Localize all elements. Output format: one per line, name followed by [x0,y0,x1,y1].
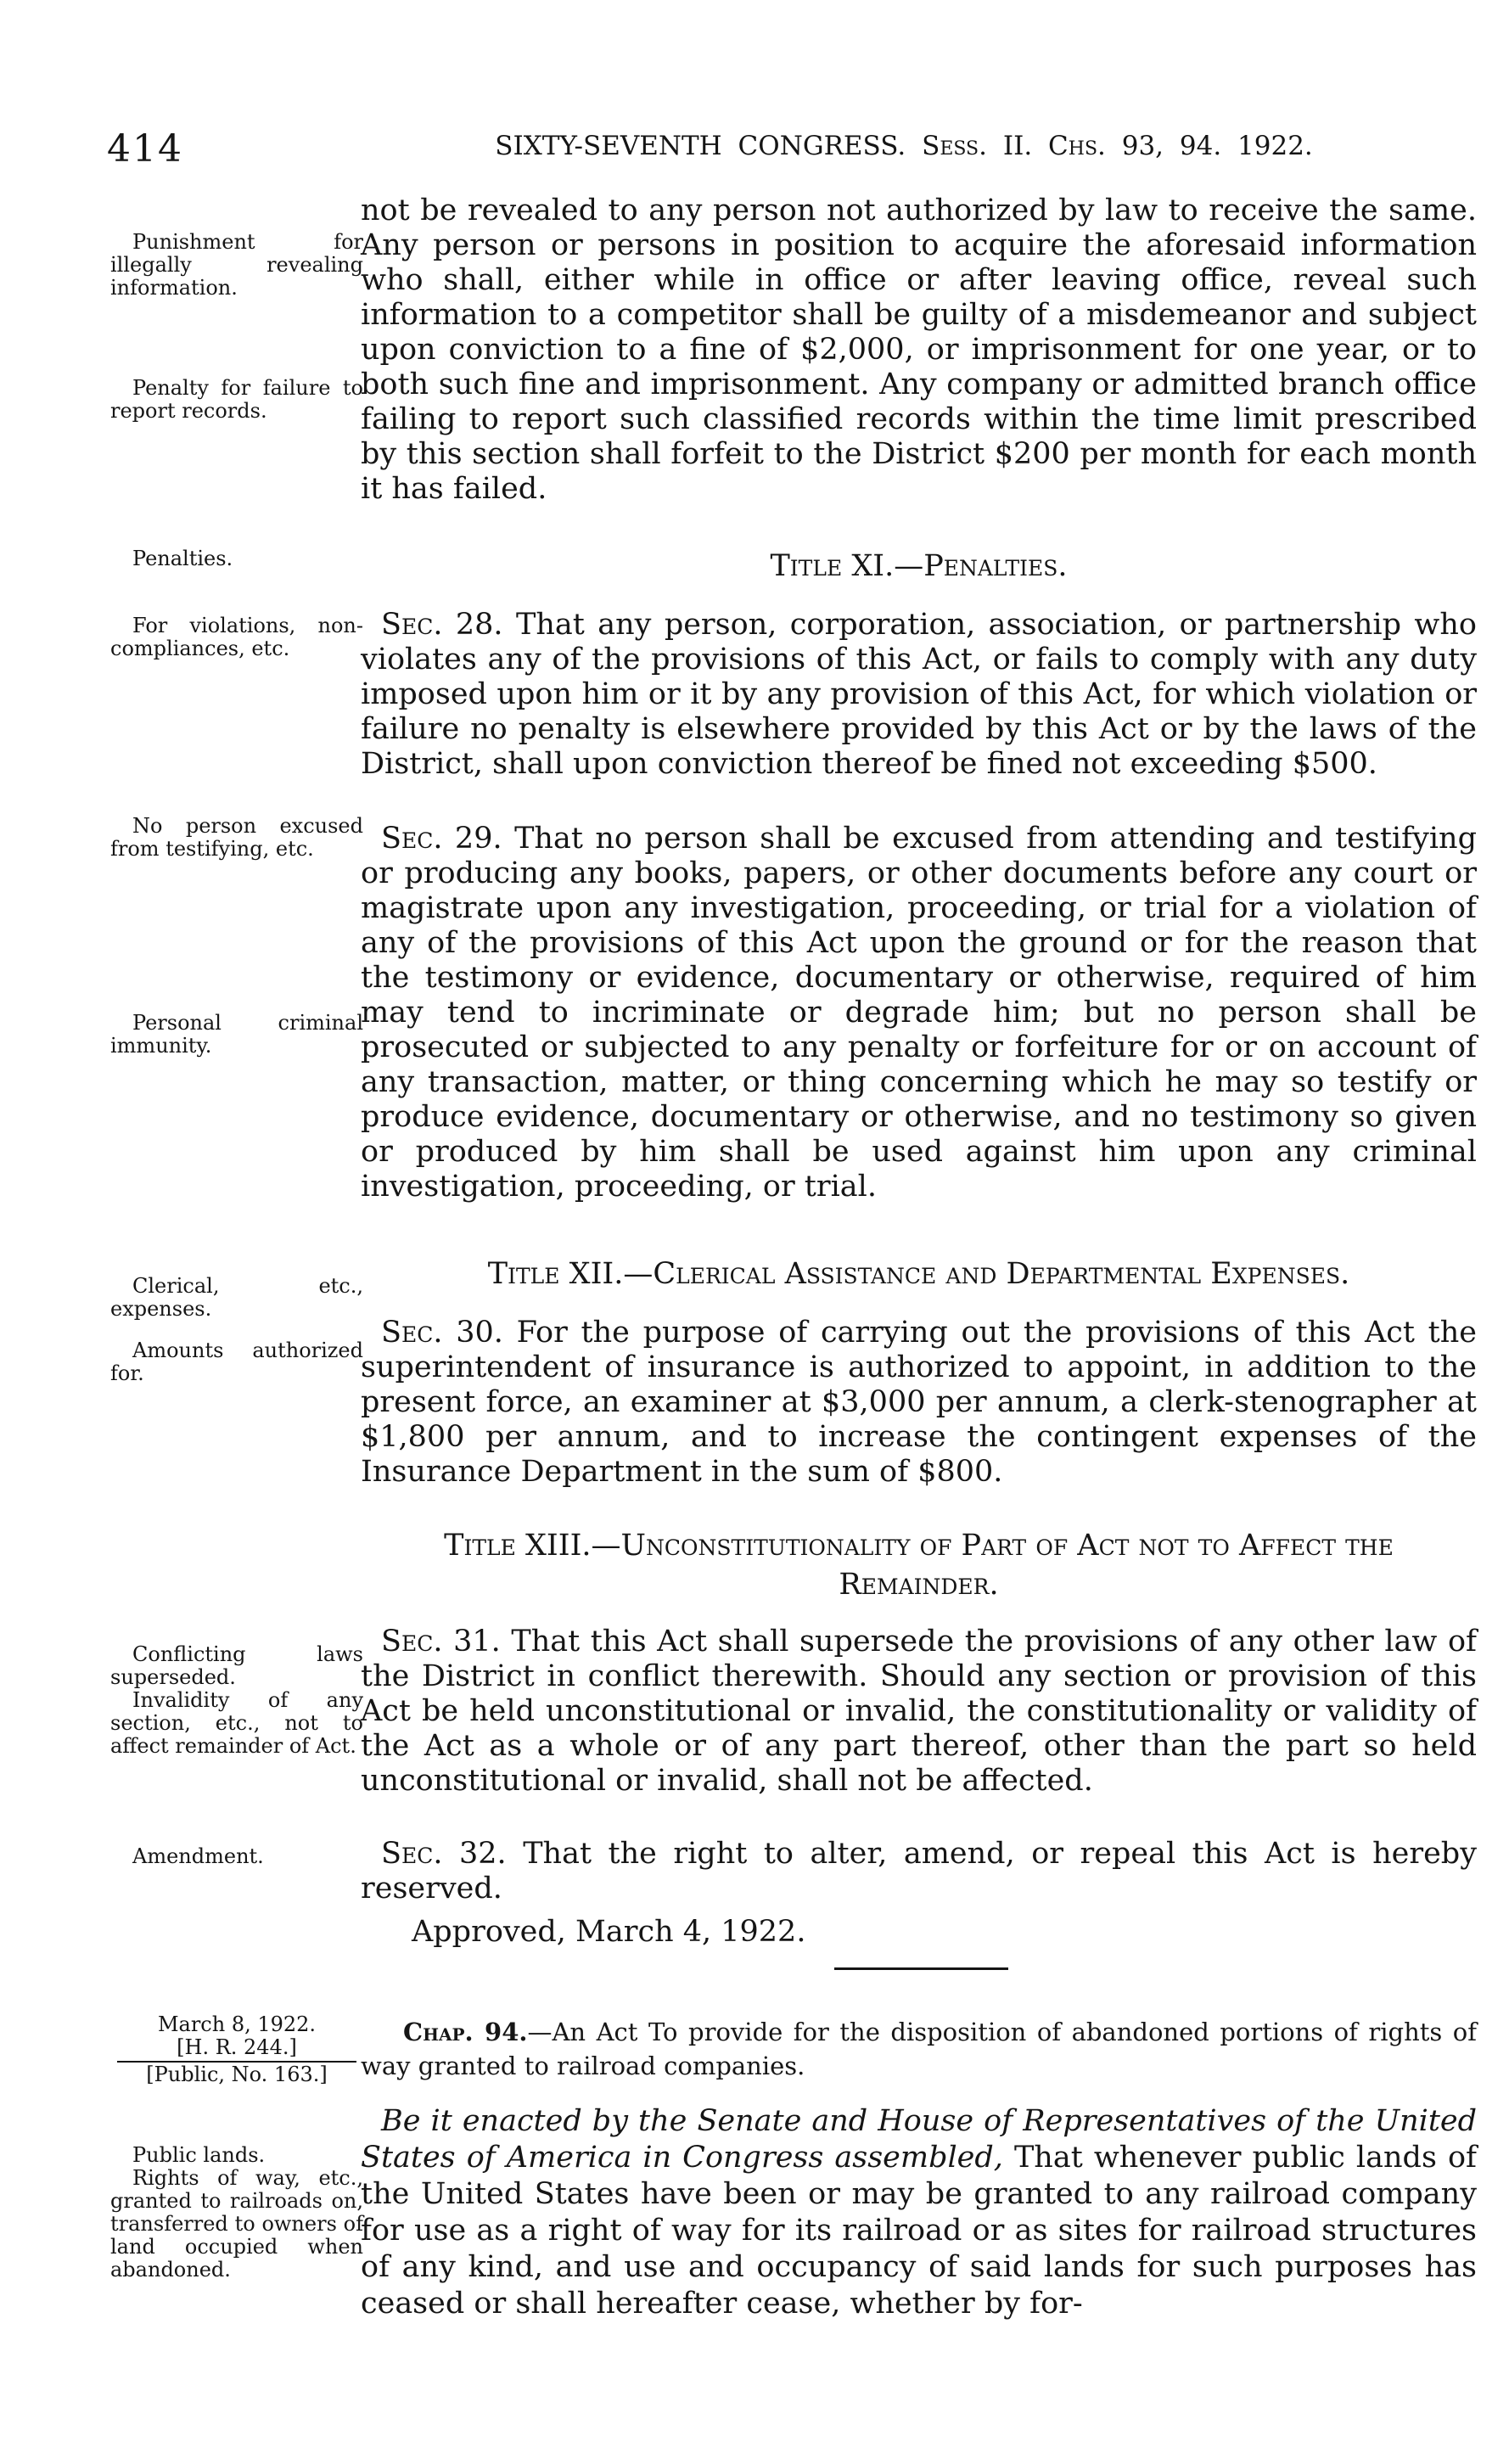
chapter-divider-rule [834,1967,1008,1970]
margin-note-public-lands [110,2144,363,2282]
margin-note-text: No person excused from testifying, etc. [110,814,363,861]
title-xiii-heading: Title XIII.—Unconstitutionality of Part of Act not to Affect the Remainder. [444,1529,1394,1602]
section-32-label: Sec. 32. [381,1837,507,1871]
section-30-label: Sec. 30. [381,1316,503,1350]
margin-note-personal-immunity [110,1012,363,1058]
running-header: SIXTY-SEVENTH CONGRESS. Sess. II. Chs. 93, 94. 1922. [495,131,1313,161]
chapter-94-title: —An Act To provide for the disposition of abandoned portions of rights of way granted to railroad companies. [361,2018,1477,2080]
section-32-text: That the right to alter, amend, or repeal this Act is hereby reserved. [361,1837,1477,1906]
page-number: 414 [107,127,183,171]
public-law-number: [Public, No. 163.] [146,2063,328,2086]
section-30-paragraph [361,1316,1477,1490]
margin-note-text: Invalidity of any section, etc., not to affect remainder of Act. [110,1688,363,1758]
chapter-94-label: Chap. 94. [403,2018,528,2046]
section-29-label: Sec. 29. [381,822,502,856]
margin-note-text: Penalties. [132,547,233,570]
margin-note-act-citation [110,2013,363,2086]
margin-note-conflicting-laws [110,1643,363,1758]
enacting-clause-lead: Be it enacted by the Senate and House of Representatives of the United States of America in Congress assembled, [361,2104,1477,2175]
margin-note-clerical-expenses [110,1275,363,1321]
margin-note-penalty-failure [110,377,363,423]
margin-note-punishment [110,231,363,300]
margin-note-amounts-authorized [110,1339,363,1385]
margin-note-penalties [110,547,363,570]
section-28-text: That any person, corporation, association, or partnership who violates any of the provisions of this Act, or fails to comply with any duty imposed upon him or it by any provision of this Act, for which violation or failure no penalty is elsewhere provided by this Act or by the laws of the District, shall upon conviction thereof be fined not exceeding $500. [361,608,1477,781]
bill-number: [H. R. 244.] [177,2035,297,2059]
approved-line: Approved, March 4, 1922. [412,1915,806,1949]
chapter-94-heading [361,2015,1477,2083]
margin-note-no-person-excused [110,815,363,861]
section-30-text: For the purpose of carrying out the provisions of this Act the superintendent of insurance is authorized to appoint, in addition to the present force, an examiner at $3,000 per annum, a clerk-stenographer at $1,800 per annum, and to increase the contingent expenses of the Insurance Department in the sum of $800. [361,1316,1477,1489]
section-29-paragraph [361,822,1477,1204]
title-xi-heading: Title XI.—Penalties. [770,549,1068,583]
margin-note-text: Rights of way, etc., granted to railroads on, transferred to owners of land occupied when abandoned. [110,2166,363,2282]
enacting-clause-text: That whenever public lands of the United States have been or may be granted to any railroad company for use as a right of way for its railroad or as sites for railroad structures of any kind, and use and occupancy of said lands for such purposes has ceased or shall hereafter cease, whether by for- [361,2141,1477,2321]
enacting-clause-paragraph [361,2103,1477,2322]
title-xii-heading: Title XII.—Clerical Assistance and Departmental Expenses. [487,1257,1350,1291]
section-31-paragraph [361,1625,1477,1799]
margin-note-text: Conflicting laws superseded. [110,1642,363,1689]
margin-note-text: Amounts authorized for. [110,1339,363,1385]
margin-note-amendment [110,1845,363,1868]
margin-note-text: Penalty for failure to report records. [110,376,363,423]
section-28-label: Sec. 28. [381,608,503,642]
section-29-text: That no person shall be excused from attending and testifying or producing any books, papers, or other documents before any court or magistrate upon any investigation, proceeding, or trial for a violation of any of the provisions of this Act upon the ground or for the reason that the testimony or evidence, documentary or otherwise, required of him may tend to incriminate or degrade him; but no person shall be prosecuted or subjected to any penalty or forfeiture for or on account of any transaction, matter, or thing concerning which he may so testify or produce evidence, documentary or otherwise, and no testimony so given or produced by him shall be used against him upon any criminal investigation, proceeding, or trial. [361,822,1477,1204]
paragraph-continuation: not be revealed to any person not authorized by law to receive the same. Any person or persons in position to acquire the aforesaid information who shall, either while in office or after leaving office, reveal such information to a competitor shall be guilty of a misdemeanor and subject upon conviction to a fine of $2,000, or imprisonment for one year, or to both such fine and imprisonment. Any company or admitted branch office failing to report such classified records within the time limit prescribed by this section shall forfeit to the District $200 per month for each month it has failed. [361,194,1477,506]
margin-note-violations [110,615,363,660]
section-28-paragraph [361,608,1477,782]
section-31-text: That this Act shall supersede the provisions of any other law of the District in conflict therewith. Should any section or provision of this Act be held unconstitutional or invalid, the constitutionality or validity of the Act as a whole or of any part thereof, other than the part so held unconstitutional or invalid, shall not be affected. [361,1625,1477,1798]
margin-note-text: For violations, non-compliances, etc. [110,614,363,660]
margin-note-text: Personal criminal immunity. [110,1011,363,1058]
section-32-paragraph [361,1837,1477,1906]
margin-note-text: Public lands. [132,2143,266,2167]
margin-note-text: Amendment. [132,1844,264,1868]
section-31-label: Sec. 31. [381,1625,501,1659]
act-date: March 8, 1922. [157,2012,317,2036]
margin-note-text: Clerical, etc., expenses. [110,1274,363,1321]
margin-note-text: Punishment for illegally revealing information. [110,230,363,300]
